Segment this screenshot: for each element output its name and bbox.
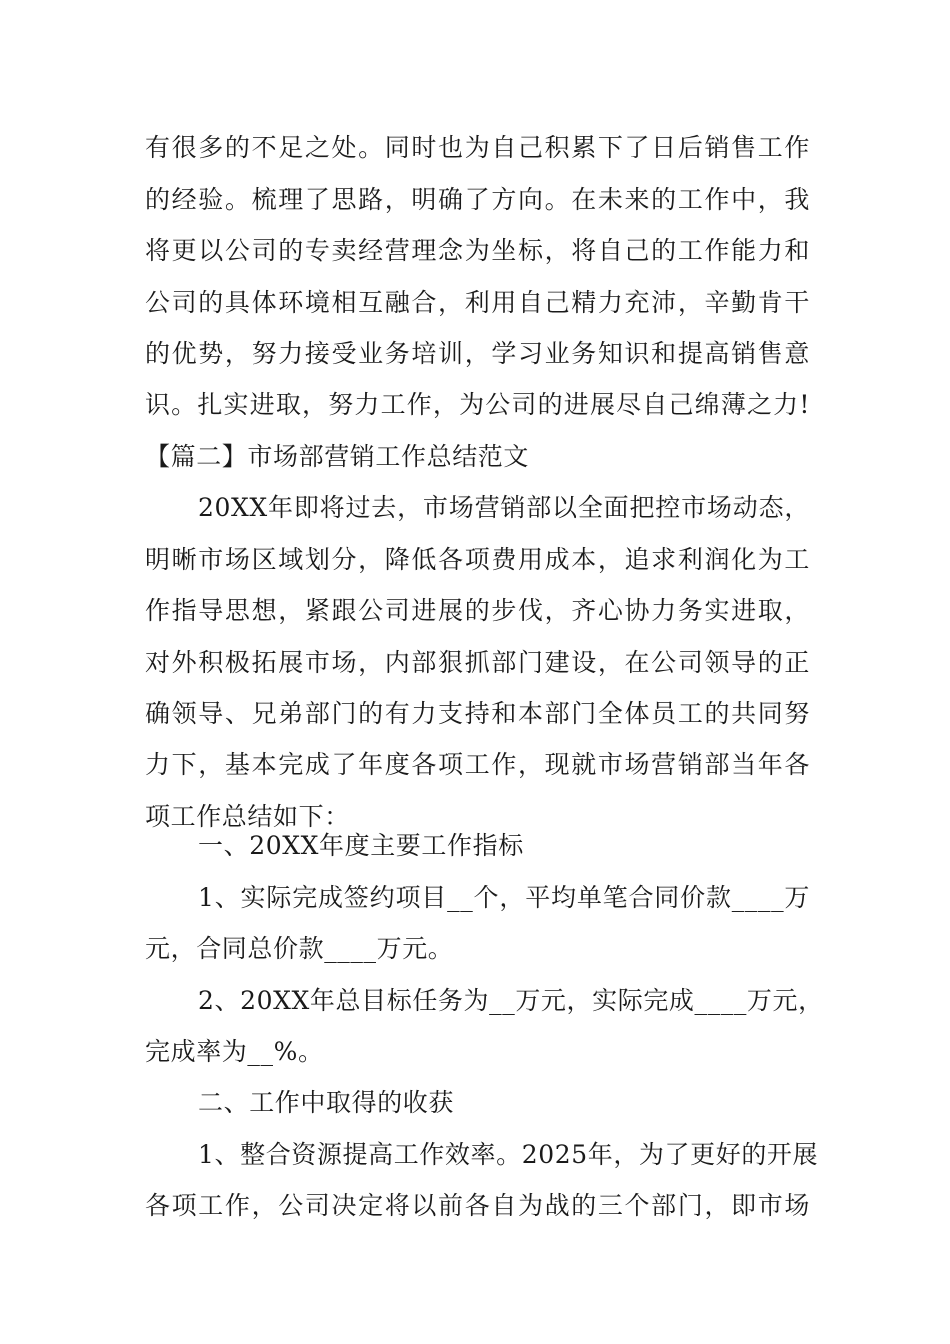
section-heading: 【篇二】市场部营销工作总结范文: [145, 442, 530, 471]
item-line-1b: 元，合同总价款____万元。: [145, 934, 454, 963]
paragraph-line-2: 的经验。梳理了思路，明确了方向。在未来的工作中，我: [145, 185, 810, 214]
paragraph-line-5: 的优势，努力接受业务培训，学习业务知识和提高销售意: [145, 339, 810, 368]
item-line-2b: 完成率为__%。: [145, 1037, 324, 1066]
item-line-1a: 1、实际完成签约项目__个，平均单笔合同价款____万: [198, 883, 810, 912]
paragraph-line-10: 作指导思想，紧跟公司进展的步伐，齐心协力务实进取，: [145, 596, 810, 625]
paragraph-line-1: 有很多的不足之处。同时也为自己积累下了日后销售工作: [145, 133, 810, 162]
paragraph-line-11: 对外积极拓展市场，内部狠抓部门建设，在公司领导的正: [145, 648, 810, 677]
paragraph-line-12: 确领导、兄弟部门的有力支持和本部门全体员工的共同努: [145, 699, 810, 728]
paragraph-line-21: 1、整合资源提高工作效率。2025年，为了更好的开展: [198, 1140, 819, 1169]
paragraph-line-4: 公司的具体环境相互融合，利用自己精力充沛，辛勤肯干: [145, 288, 810, 317]
paragraph-line-22: 各项工作，公司决定将以前各自为战的三个部门，即市场: [145, 1191, 810, 1220]
paragraph-line-3: 将更以公司的专卖经营理念为坐标，将自己的工作能力和: [145, 236, 810, 265]
paragraph-line-9: 明晰市场区域划分，降低各项费用成本，追求利润化为工: [145, 545, 810, 574]
item-line-2a: 2、20XX年总目标任务为__万元，实际完成____万元，: [198, 986, 824, 1015]
subheading-indicators: 一、20XX年度主要工作指标: [198, 831, 524, 860]
paragraph-line-6: 识。扎实进取，努力工作，为公司的进展尽自己绵薄之力!: [145, 390, 810, 419]
paragraph-line-8: 20XX年即将过去，市场营销部以全面把控市场动态，: [198, 493, 810, 522]
paragraph-line-14: 项工作总结如下：: [145, 802, 350, 831]
subheading-gains: 二、工作中取得的收获: [198, 1088, 455, 1117]
paragraph-line-13: 力下，基本完成了年度各项工作，现就市场营销部当年各: [145, 750, 810, 779]
